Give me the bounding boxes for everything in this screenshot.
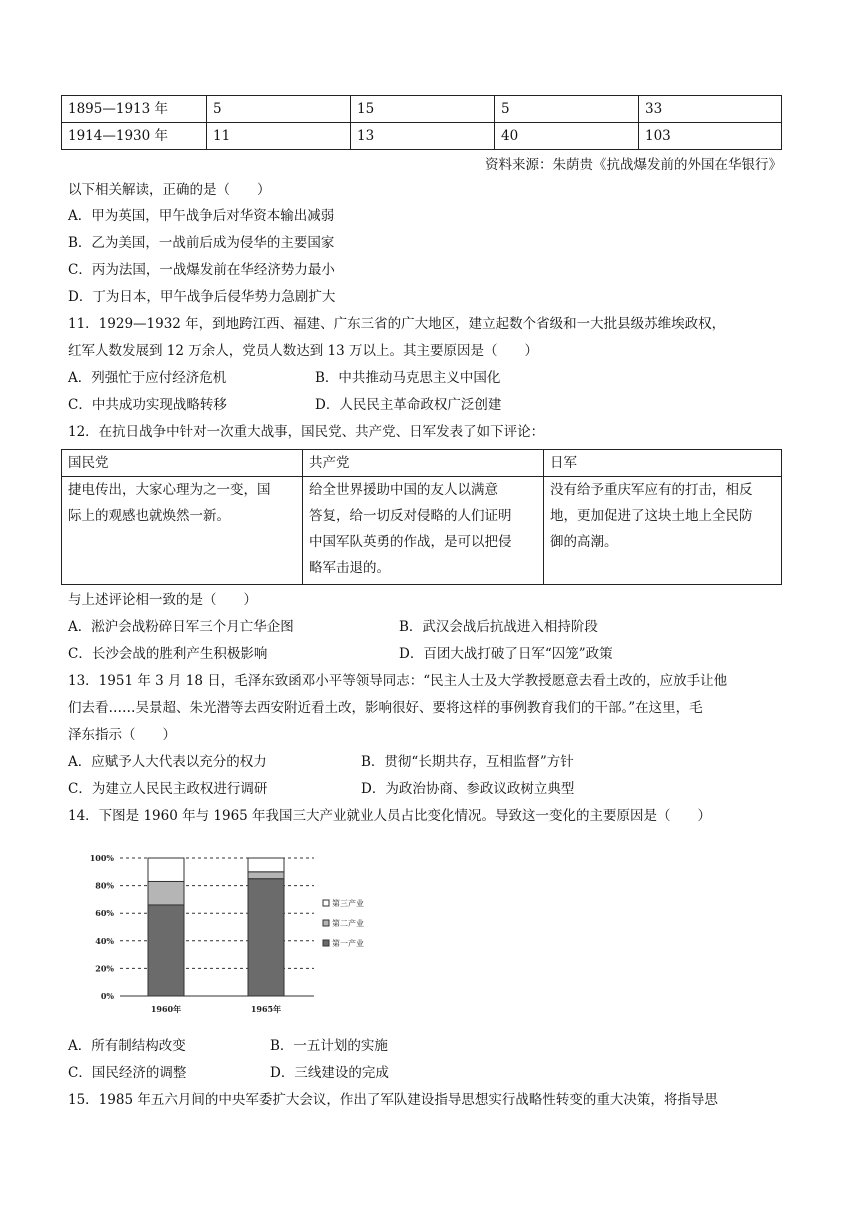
q13-option-d[interactable]: D．为政治协商、参政议政树立典型	[361, 781, 575, 797]
table-cell: 5	[495, 96, 639, 123]
q13-stem-end: 泽东指示（ ）	[68, 727, 176, 743]
legend-label: 第二产业	[332, 919, 364, 928]
legend-label: 第三产业	[332, 899, 364, 908]
q10-option-b[interactable]: B．乙为美国，一战前后成为侵华的主要国家	[68, 235, 335, 251]
q12-stem: 12．在抗日战争中针对一次重大战事，国民党、共产党、日军发表了如下评论：	[68, 424, 545, 440]
q13-option-b[interactable]: B．贯彻“长期共存，互相监督”方针	[361, 754, 574, 770]
cell-line: 捷电传出，大家心理为之一变，国	[68, 482, 271, 498]
y-tick-label: 40%	[95, 935, 114, 946]
q15-stem: 15．1985 年五六月间的中央军委扩大会议，作出了军队建设指导思想实行战略性转变的重大决策，将指导思	[68, 1092, 718, 1108]
q11-option-d[interactable]: D．人民民主革命政权广泛创建	[315, 397, 502, 413]
q12-prompt: 与上述评论相一致的是（ ）	[68, 592, 257, 608]
q12-option-a[interactable]: A．淞沪会战粉碎日军三个月亡华企图	[68, 619, 294, 635]
table-source: 资料来源：朱荫贵《抗战爆发前的外国在华银行》	[485, 157, 782, 173]
q14-option-b[interactable]: B．一五计划的实施	[270, 1038, 388, 1054]
q13-stem: 13．1951 年 3 月 18 日，毛泽东致函邓小平等领导同志：“民主人士及大学教授愿意去看土改的，应放手让他	[68, 673, 728, 689]
q13-stem-cont: 们去看……吴景超、朱光潜等去西安附近看土改，影响很好、要将这样的事例教育我们的干部。”在这里，毛	[68, 700, 703, 716]
q12-option-c[interactable]: C．长沙会战的胜利产生积极影响	[68, 646, 268, 662]
comment-kmt	[62, 477, 303, 585]
q12-option-d[interactable]: D．百团大战打破了日军“囚笼”政策	[399, 646, 613, 662]
legend-swatch	[323, 920, 329, 926]
table-cell: 1895—1913 年	[62, 96, 207, 123]
q13-option-a[interactable]: A．应赋予人大代表以充分的权力	[68, 754, 267, 770]
x-tick-label: 1965年	[250, 1004, 282, 1014]
q10-option-d[interactable]: D．丁为日本，甲午战争后侵华势力急剧扩大	[68, 289, 336, 305]
y-tick-label: 60%	[95, 908, 114, 919]
bar-segment	[148, 905, 184, 996]
cell-line: 没有给予重庆军应有的打击，相反	[550, 482, 753, 498]
cell-line: 中国军队英勇的作战，是可以把侵	[309, 534, 512, 550]
bar-segment	[148, 881, 184, 904]
q10-option-c[interactable]: C．丙为法国，一战爆发前在华经济势力最小	[68, 262, 335, 278]
y-tick-label: 0%	[100, 991, 114, 1001]
q11-option-b[interactable]: B．中共推动马克思主义中国化	[315, 370, 501, 386]
bar-segment	[148, 858, 184, 881]
legend-label: 第一产业	[332, 939, 364, 948]
cell-line: 答复，给一切反对侵略的人们证明	[309, 508, 512, 524]
cell-line: 御的高潮。	[550, 534, 618, 550]
bar-segment	[248, 858, 284, 872]
bar-segment	[248, 872, 284, 879]
bank-table	[61, 95, 782, 150]
header-kmt: 国民党	[62, 450, 303, 477]
employment-chart	[76, 848, 396, 1018]
table-cell: 5	[207, 96, 351, 123]
table-cell: 103	[639, 123, 782, 150]
table-cell: 1914—1930 年	[62, 123, 207, 150]
q11-stem: 11．1929—1932 年，到地跨江西、福建、广东三省的广大地区，建立起数个省级和一大批县级苏维埃政权，	[68, 316, 726, 332]
q10-option-a[interactable]: A．甲为英国，甲午战争后对华资本输出减弱	[68, 208, 335, 224]
comment-japan	[544, 477, 782, 585]
q10-prompt: 以下相关解读，正确的是（ ）	[68, 182, 271, 198]
comment-cpc	[303, 477, 544, 585]
table-row	[62, 96, 782, 123]
cell-line: 给全世界援助中国的友人以满意	[309, 482, 498, 498]
table-header-row	[62, 450, 782, 477]
table-cell: 15	[351, 96, 495, 123]
y-tick-label: 80%	[95, 880, 114, 891]
q11-stem-cont: 红军人数发展到 12 万余人，党员人数达到 13 万以上。其主要原因是（ ）	[68, 343, 539, 359]
q14-option-d[interactable]: D．三线建设的完成	[270, 1065, 389, 1081]
q14-option-c[interactable]: C．国民经济的调整	[68, 1065, 187, 1081]
q13-option-c[interactable]: C．为建立人民民主政权进行调研	[68, 781, 268, 797]
table-cell: 33	[639, 96, 782, 123]
q11-option-c[interactable]: C．中共成功实现战略转移	[68, 397, 227, 413]
q14-option-a[interactable]: A．所有制结构改变	[68, 1038, 186, 1054]
x-tick-label: 1960年	[150, 1004, 182, 1014]
cell-line: 略军击退的。	[309, 560, 390, 576]
table-row	[62, 123, 782, 150]
y-tick-label: 100%	[89, 853, 114, 863]
table-cell: 40	[495, 123, 639, 150]
cell-line: 地，更加促进了这块土地上全民防	[550, 508, 753, 524]
table-cell: 13	[351, 123, 495, 150]
y-tick-label: 20%	[95, 963, 114, 974]
cell-line: 际上的观感也就焕然一新。	[68, 508, 230, 524]
legend-swatch	[323, 940, 329, 946]
header-cpc: 共产党	[303, 450, 544, 477]
table-cell: 11	[207, 123, 351, 150]
q12-option-b[interactable]: B．武汉会战后抗战进入相持阶段	[399, 619, 598, 635]
legend-swatch	[323, 900, 329, 906]
table-row	[62, 477, 782, 585]
header-japan: 日军	[544, 450, 782, 477]
q14-stem: 14．下图是 1960 年与 1965 年我国三大产业就业人员占比变化情况。导致这一变化的主要原因是（ ）	[68, 808, 712, 824]
q11-option-a[interactable]: A．列强忙于应付经济危机	[68, 370, 227, 386]
comment-table	[61, 449, 782, 585]
bar-segment	[248, 879, 284, 996]
